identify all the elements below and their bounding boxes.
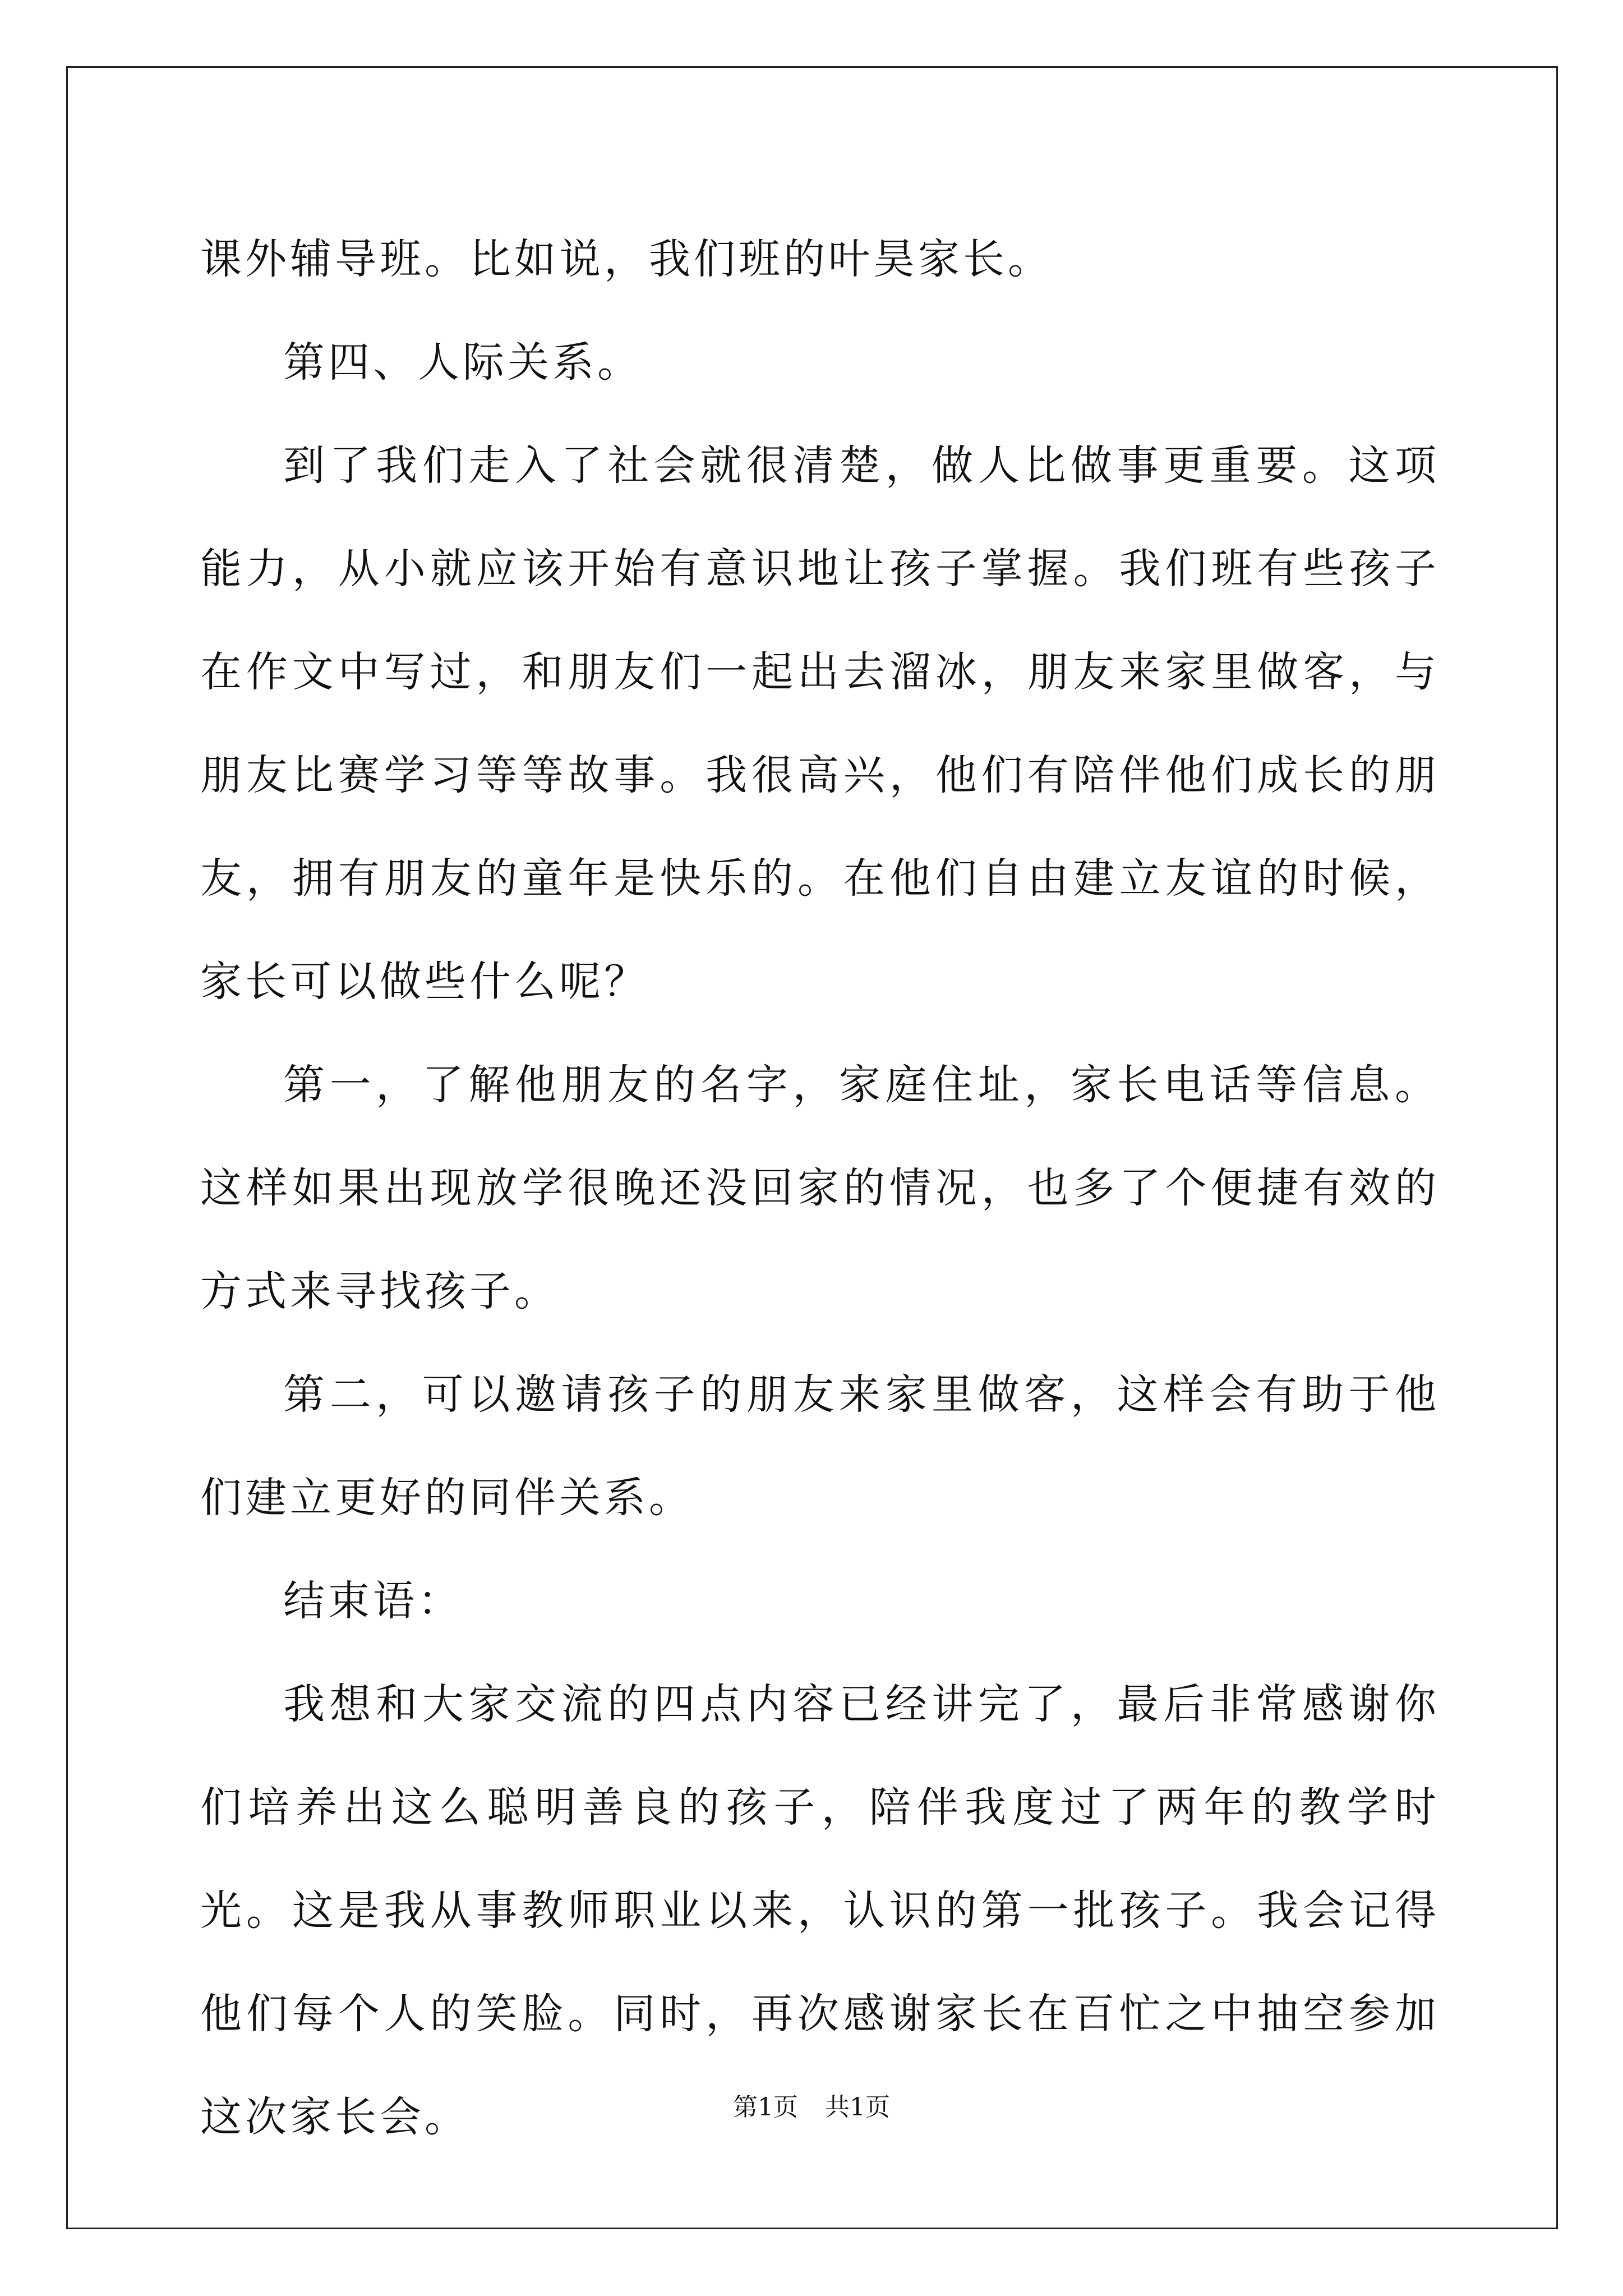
page-footer	[0, 2087, 1623, 2123]
page-number: 第1页	[733, 2093, 798, 2122]
paragraph-5: 第二，可以邀请孩子的朋友来家里做客，这样会有助于他们建立更好的同伴关系。	[200, 1370, 1440, 1522]
page-total: 共1页	[825, 2093, 890, 2122]
paragraph-7: 我想和大家交流的四点内容已经讲完了，最后非常感谢你们培养出这么聪明善良的孩子，陪伴我度过了两年的教学时光。这是我从事教师职业以来，认识的第一批孩子。我会记得他们每个人的笑脸。同时，再次感谢家长在百忙之中抽空参加这次家长会。	[200, 1680, 1440, 2141]
paragraph-4: 第一，了解他朋友的名字，家庭住址，家长电话等信息。这样如果出现放学很晚还没回家的情况，也多了个便捷有效的方式来寻找孩子。	[200, 1061, 1440, 1315]
paragraph-2-heading: 第四、人际关系。	[283, 338, 642, 386]
document-body	[200, 208, 1440, 2169]
paragraph-6-heading: 结束语：	[283, 1577, 463, 1625]
paragraph-1: 课外辅导班。比如说，我们班的叶昊家长。	[200, 235, 1053, 283]
paragraph-3: 到了我们走入了社会就很清楚，做人比做事更重要。这项能力，从小就应该开始有意识地让孩子掌握。我们班有些孩子在作文中写过，和朋友们一起出去溜冰，朋友来家里做客，与朋友比赛学习等等故事。我很高兴，他们有陪伴他们成长的朋友，拥有朋友的童年是快乐的。在他们自由建立友谊的时候，家长可以做些什么呢？	[200, 441, 1440, 1006]
